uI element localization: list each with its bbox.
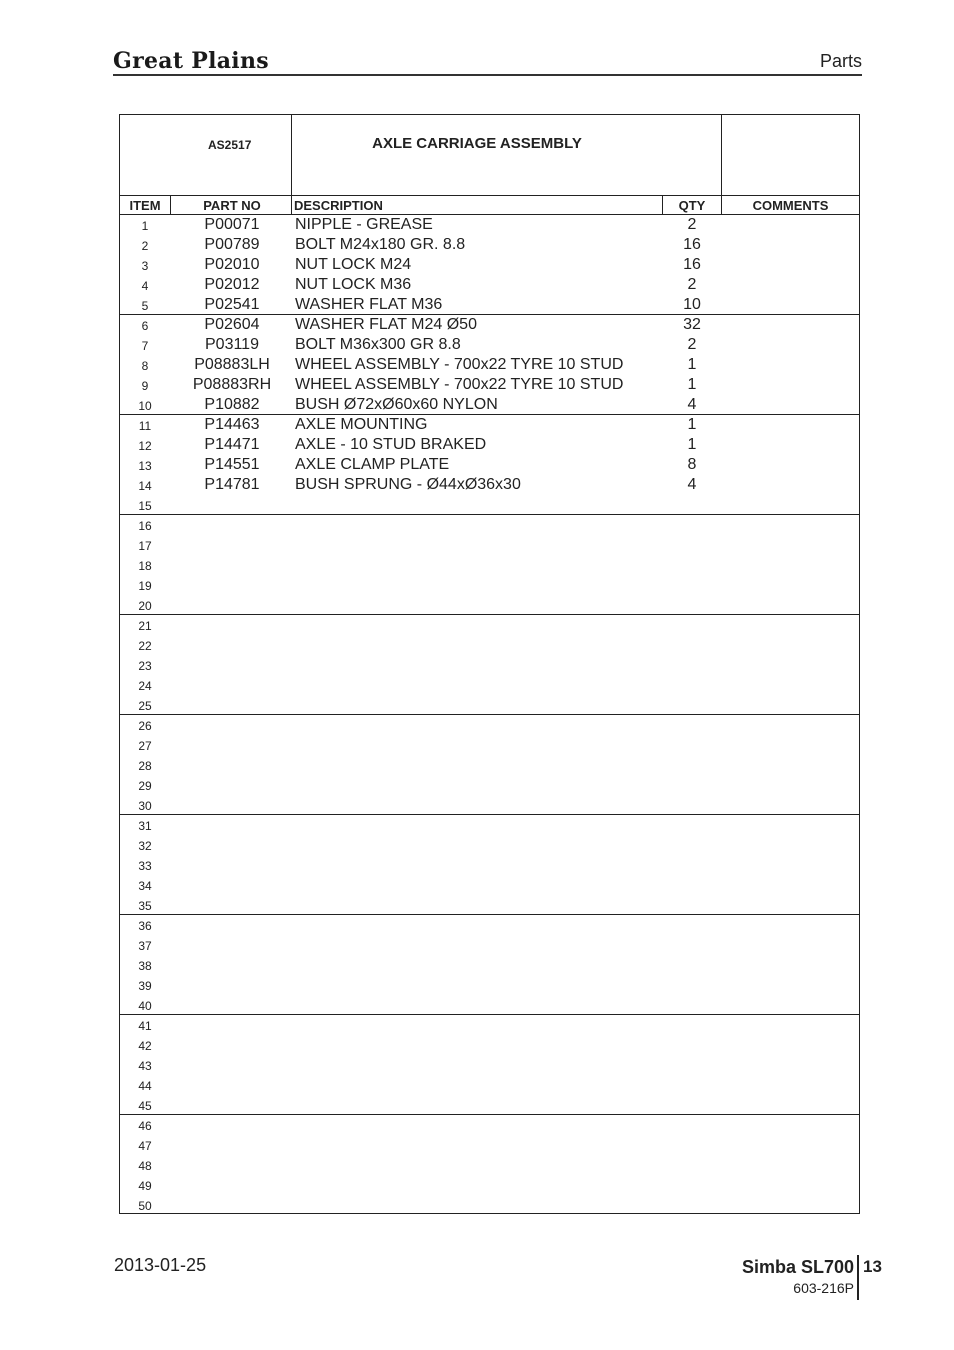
item-number: 48 [138,1159,152,1173]
item-number: 2 [141,239,149,253]
item-number: 23 [138,659,152,673]
table-row [120,535,859,555]
table-row [120,595,859,615]
part-quantity: 2 [687,276,697,293]
part-description: AXLE CLAMP PLATE [295,456,450,473]
table-row [120,715,859,735]
part-number: P14471 [204,436,260,453]
part-description [295,1075,665,1095]
part-description: BOLT M36x300 GR 8.8 [295,336,461,353]
part-description [295,1095,665,1115]
part-description: NIPPLE - GREASE [295,216,433,233]
table-row [120,555,859,575]
table-row [120,475,859,495]
table-row [120,435,859,455]
part-number [172,955,292,975]
table-row [120,755,859,775]
footer-divider [857,1255,859,1300]
table-row [120,855,859,875]
item-number: 1 [141,219,149,233]
part-number: P00789 [204,236,260,253]
table-row [120,615,859,635]
issue-date: 2013-01-25 [114,1255,207,1275]
part-quantity: 1 [687,436,697,453]
part-description [295,1055,665,1075]
table-row [120,495,859,515]
part-description [295,795,665,815]
part-number [172,995,292,1015]
part-number [172,775,292,795]
part-number [172,675,292,695]
part-quantity [663,815,721,835]
item-number: 35 [138,899,152,913]
part-description [295,1155,665,1175]
part-description: BOLT M24x180 GR. 8.8 [295,236,466,253]
item-number: 18 [138,559,152,573]
item-number: 27 [138,739,152,753]
table-row [120,415,859,435]
item-number: 12 [138,439,152,453]
table-row [120,1015,859,1035]
part-quantity [663,615,721,635]
item-number: 34 [138,879,152,893]
part-description [295,895,665,915]
part-number: P14463 [204,416,260,433]
part-description [295,855,665,875]
item-number: 29 [138,779,152,793]
column-header-description: DESCRIPTION [294,198,383,213]
table-row [120,995,859,1015]
brand-logo: Great Plains [113,48,269,74]
part-number [172,595,292,615]
part-number: P08883RH [192,376,272,393]
part-description: WHEEL ASSEMBLY - 700x22 TYRE 10 STUD [295,376,624,393]
assembly-title: AXLE CARRIAGE ASSEMBLY [372,135,582,152]
part-quantity [663,635,721,655]
item-number: 44 [138,1079,152,1093]
item-number: 11 [138,419,152,433]
part-quantity [663,695,721,715]
part-quantity [663,795,721,815]
part-description [295,835,665,855]
part-number [172,1035,292,1055]
part-number [172,1095,292,1115]
item-number: 21 [138,619,152,633]
part-number [172,935,292,955]
item-number: 14 [138,479,152,493]
part-quantity [663,1195,721,1215]
part-description [295,555,665,575]
part-number [172,1075,292,1095]
part-number [172,795,292,815]
table-row [120,675,859,695]
table-row [120,1075,859,1095]
item-number: 31 [138,819,152,833]
assembly-number: AS2517 [208,138,252,152]
part-number [172,835,292,855]
part-description [295,1175,665,1195]
item-number: 24 [138,679,152,693]
table-row [120,635,859,655]
model-name: Simba SL700 [741,1257,854,1277]
header-divider [113,74,862,76]
part-number: P08883LH [194,356,270,373]
item-number: 46 [138,1119,152,1133]
part-number: P03119 [205,336,259,353]
part-number [172,815,292,835]
section-label: Parts [819,51,862,71]
part-quantity [663,1175,721,1195]
part-number: P02012 [204,276,260,293]
part-description [295,775,665,795]
table-row [120,815,859,835]
part-quantity [663,555,721,575]
part-quantity [663,715,721,735]
part-number [172,1155,292,1175]
item-number: 8 [141,359,149,373]
table-row [120,875,859,895]
part-number [172,1135,292,1155]
part-description [295,1035,665,1055]
part-number: P00071 [204,216,260,233]
part-description [295,495,665,515]
table-row [120,955,859,975]
part-quantity: 16 [683,236,701,253]
item-number: 4 [141,279,149,293]
table-row [120,1175,859,1195]
part-quantity [663,655,721,675]
part-number [172,555,292,575]
item-number: 16 [138,519,152,533]
part-quantity [663,775,721,795]
item-number: 39 [138,979,152,993]
table-row [120,1115,859,1135]
part-description [295,1195,665,1215]
part-number [172,735,292,755]
item-number: 15 [138,499,152,513]
part-description [295,715,665,735]
document-number: 603-216P [793,1280,854,1296]
part-description [295,595,665,615]
part-number [172,1015,292,1035]
page-number: 13 [863,1257,882,1276]
part-number [172,695,292,715]
part-number: P02010 [204,256,260,273]
table-row [120,1155,859,1175]
table-row [120,695,859,715]
table-row [120,655,859,675]
table-row [120,455,859,475]
part-number [172,535,292,555]
part-number: P10882 [204,396,260,413]
part-description [295,515,665,535]
part-description [295,1115,665,1135]
item-number: 5 [141,299,149,313]
part-quantity [663,995,721,1015]
part-number [172,895,292,915]
part-number [172,1195,292,1215]
item-number: 22 [138,639,152,653]
part-quantity [663,915,721,935]
item-number: 3 [141,259,149,273]
part-quantity [663,1115,721,1135]
item-number: 26 [138,719,152,733]
item-number: 10 [138,399,152,413]
part-quantity [663,955,721,975]
part-description: BUSH SPRUNG - Ø44xØ36x30 [295,476,521,493]
part-description: NUT LOCK M36 [295,276,412,293]
item-number: 47 [138,1139,152,1153]
part-description [295,875,665,895]
table-row [120,255,859,275]
title-block [120,115,859,196]
part-quantity [663,495,721,515]
part-quantity [663,515,721,535]
part-description [295,1015,665,1035]
table-row [120,1035,859,1055]
parts-sheet [119,114,860,1214]
part-number [172,855,292,875]
table-row [120,275,859,295]
part-number [172,1055,292,1075]
part-number [172,715,292,735]
table-row [120,1055,859,1075]
table-row [120,1195,859,1215]
column-header-comments: COMMENTS [752,198,829,213]
part-description: WASHER FLAT M36 [295,296,443,313]
part-description [295,995,665,1015]
part-quantity [663,1055,721,1075]
item-number: 50 [138,1199,152,1213]
item-number: 30 [138,799,152,813]
part-quantity [663,1155,721,1175]
part-number [172,1175,292,1195]
part-quantity [663,835,721,855]
part-quantity: 1 [687,416,697,433]
item-number: 32 [138,839,152,853]
column-header-item: ITEM [129,198,161,213]
part-number [172,1115,292,1135]
item-number: 28 [138,759,152,773]
part-quantity: 10 [683,296,701,313]
part-description [295,615,665,635]
part-description: BUSH Ø72xØ60x60 NYLON [295,396,498,413]
table-row [120,895,859,915]
part-number [172,875,292,895]
part-quantity [663,535,721,555]
table-row [120,975,859,995]
part-quantity [663,755,721,775]
part-number: P02541 [204,296,260,313]
item-number: 43 [138,1059,152,1073]
part-number [172,615,292,635]
column-header-qty: QTY [678,198,706,213]
part-quantity: 2 [687,336,697,353]
part-quantity [663,895,721,915]
item-number: 38 [138,959,152,973]
table-row [120,935,859,955]
part-quantity [663,1095,721,1115]
table-row [120,775,859,795]
table-row [120,295,859,315]
item-number: 7 [141,339,149,353]
table-row [120,795,859,815]
item-number: 45 [138,1099,152,1113]
table-row [120,1135,859,1155]
table-row [120,1095,859,1115]
table-row [120,515,859,535]
table-row [120,375,859,395]
item-number: 25 [138,699,152,713]
part-number [172,635,292,655]
part-description: NUT LOCK M24 [295,256,412,273]
item-number: 17 [138,539,152,553]
part-quantity [663,935,721,955]
part-quantity: 1 [687,376,697,393]
item-number: 40 [138,999,152,1013]
table-row [120,735,859,755]
part-description [295,755,665,775]
part-quantity [663,1035,721,1055]
part-quantity: 16 [683,256,701,273]
part-description [295,815,665,835]
table-row [120,315,859,335]
item-number: 9 [141,379,149,393]
part-quantity [663,735,721,755]
part-quantity: 2 [687,216,697,233]
part-number [172,755,292,775]
part-number: P14551 [204,456,260,473]
part-quantity: 1 [687,356,697,373]
part-description: WASHER FLAT M24 Ø50 [295,316,477,333]
part-quantity: 4 [687,476,697,493]
part-number: P02604 [204,316,260,333]
part-quantity [663,1135,721,1155]
part-description: WHEEL ASSEMBLY - 700x22 TYRE 10 STUD [295,356,624,373]
part-quantity [663,855,721,875]
part-number [172,495,292,515]
parts-table-body [120,215,859,1215]
part-description [295,575,665,595]
part-quantity [663,875,721,895]
table-row [120,835,859,855]
item-number: 20 [138,599,152,613]
item-number: 13 [138,459,152,473]
part-description [295,675,665,695]
part-description [295,975,665,995]
part-description: AXLE - 10 STUD BRAKED [295,436,487,453]
part-description [295,735,665,755]
part-number [172,575,292,595]
item-number: 37 [138,939,152,953]
part-number [172,975,292,995]
part-description [295,935,665,955]
item-number: 49 [138,1179,152,1193]
table-row [120,395,859,415]
part-description [295,535,665,555]
item-number: 41 [138,1019,152,1033]
part-quantity [663,675,721,695]
part-description [295,955,665,975]
part-description [295,655,665,675]
part-description [295,1135,665,1155]
table-row [120,915,859,935]
table-row [120,575,859,595]
table-row [120,235,859,255]
part-number [172,515,292,535]
item-number: 33 [138,859,152,873]
item-number: 19 [138,579,152,593]
part-quantity: 8 [687,456,697,473]
part-description: AXLE MOUNTING [295,416,428,433]
part-number [172,655,292,675]
part-description [295,695,665,715]
part-quantity [663,975,721,995]
part-number [172,915,292,935]
part-description [295,915,665,935]
item-number: 42 [138,1039,152,1053]
column-header-part-no: PART NO [203,198,261,213]
part-quantity [663,595,721,615]
part-quantity [663,575,721,595]
table-row [120,355,859,375]
part-quantity [663,1075,721,1095]
table-row [120,215,859,235]
item-number: 36 [138,919,152,933]
item-number: 6 [141,319,149,333]
part-description [295,635,665,655]
part-number: P14781 [204,476,260,493]
part-quantity: 32 [683,316,701,333]
part-quantity [663,1015,721,1035]
part-quantity: 4 [687,396,697,413]
table-row [120,335,859,355]
